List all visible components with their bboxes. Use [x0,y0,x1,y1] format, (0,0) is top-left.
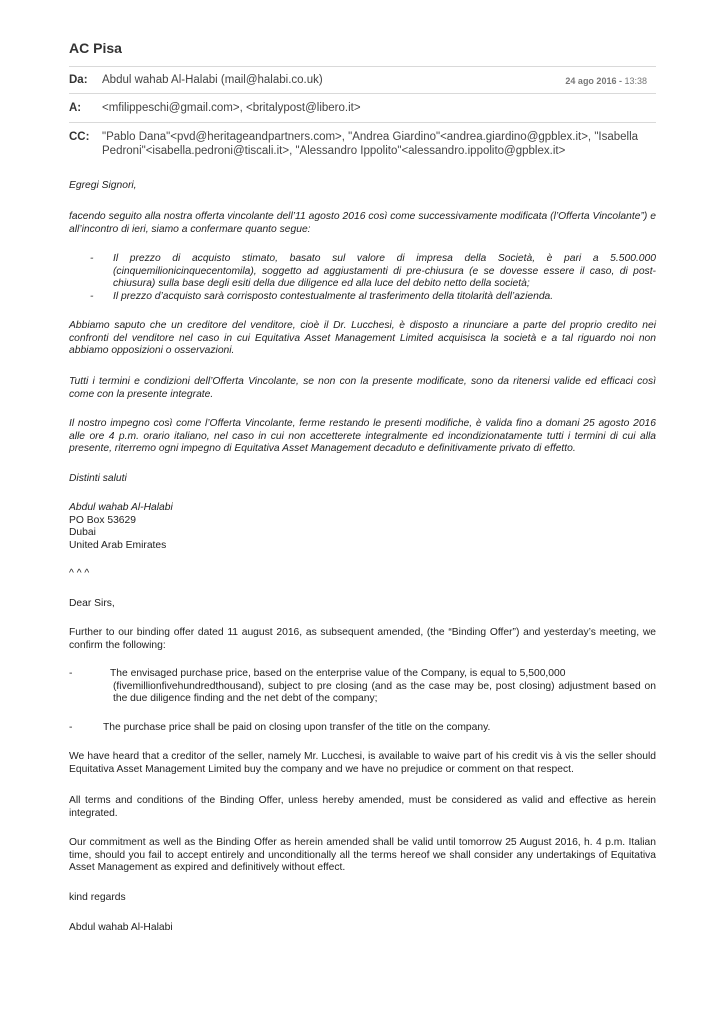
signature-city: Dubai [69,527,96,538]
english-intro: Further to our binding offer dated 11 august 2016, as subsequent amended, (the “Binding Offer”) and yesterday’s meeting, we confirm the following: [69,627,656,651]
bullet-dash: - [90,253,94,264]
to-row [69,93,656,122]
english-bullet-1 [69,668,656,706]
signature-name: Abdul wahab Al-Halabi [69,502,173,513]
bullet-text-first-line: The envisaged purchase price, based on the enterprise value of the Company, is equal to 5,500,000 [110,668,566,679]
english-signature-name: Abdul wahab Al-Halabi [69,922,173,933]
bullet-dash: - [69,668,73,679]
bullet-text: Il prezzo di acquisto stimato, basato sul valore di impresa della Società, è pari a 5.500.000 (cinquemilionicinquecentomila), soggetto ad aggiustamenti di pre-chiusura (e se dovesse essere il caso, di post-chiusura) sulla base degli esiti della due diligence ed alla luce del debito netto della società; [113,253,656,289]
email-subject: AC Pisa [69,40,122,56]
italian-greeting: Egregi Signori, [69,180,137,191]
bullet-text: Il prezzo d’acquisto sarà corrisposto contestualmente al trasferimento della titolarità dell’azienda. [113,290,554,302]
sent-date-day: 24 ago 2016 - [565,76,625,86]
from-label: Da: [69,74,88,86]
italian-bullet-list [69,253,656,303]
english-paragraph-creditor: We have heard that a creditor of the seller, namely Mr. Lucchesi, is available to waive part of his credit vis à vis the seller should Equitativa Asset Management Limited buy the company and we have no prejudice or comment on that respect. [69,751,656,775]
italian-paragraph-creditor: Abbiamo saputo che un creditore del venditore, cioè il Dr. Lucchesi, è disposto a rinunciare a parte del proprio credito nei confronti del venditore nel caso in cui Equitativa Asset Management Limited acquisisca la società e a tal riguardo noi non abbiamo opposizioni o osservazioni. [69,320,656,356]
from-value[interactable]: Abdul wahab Al-Halabi (mail@halabi.co.uk) [102,74,323,86]
bullet-dash: - [90,290,94,302]
italian-intro: facendo seguito alla nostra offerta vincolante dell’11 agosto 2016 così come successivamente modificata (l’Offerta Vincolante”) e all’incontro di ieri, siamo a confermare quanto segue: [69,211,656,235]
english-closing: kind regards [69,892,126,903]
italian-paragraph-commitment: Il nostro impegno così come l’Offerta Vincolante, ferme restando le presenti modifiche, è valida fino a domani 25 agosto 2016 alle ore 4 p.m. orario italiano, nel caso in cui non accetterete integralmente ed incondizionatamente tutti i termini di cui alla presente, riterremo ogni impegno di Equitativa Asset Management decaduto e definitivamente privato di effetto. [69,418,656,454]
signature-po-box: PO Box 53629 [69,514,136,526]
to-value[interactable]: <mfilippeschi@gmail.com>, <britalypost@libero.it> [102,102,361,114]
cc-row [69,122,656,163]
signature-country: United Arab Emirates [69,539,167,551]
english-paragraph-commitment: Our commitment as well as the Binding Offer as herein amended shall be valid until tomorrow 25 August 2016, h. 4 p.m. Italian time, should you fail to accept entirely and unconditionally all the terms hereof we shall consider any undertakings of Equitativa Asset Management as expired and definitively without effect. [69,837,656,873]
list-item [69,253,656,291]
cc-value[interactable]: "Pablo Dana"<pvd@heritageandpartners.com>, "Andrea Giardino"<andrea.giardino@gpblex.it>, "Isabella Pedroni"<isabella.pedroni@tiscali.it>, "Alessandro Ippolito"<alessandro.ippolito@gpblex.it> [102,131,639,157]
to-label: A: [69,102,82,114]
from-row [69,66,656,93]
cc-label: CC: [69,131,90,143]
english-paragraph-terms: All terms and conditions of the Binding Offer, unless hereby amended, must be considered as valid and effective as herein integrated. [69,795,656,819]
english-greeting: Dear Sirs, [69,598,115,609]
sent-time: 13:38 [624,76,647,86]
language-separator: ^ ^ ^ [69,568,90,579]
sent-date [565,74,647,88]
italian-paragraph-terms: Tutti i termini e condizioni dell’Offerta Vincolante, se non con la presente modificate, sono da ritenersi valide ed efficaci così come con la presente integrate. [69,376,656,400]
bullet-text-continuation: (fivemillionfivehundredthousand), subject to pre closing (and as the case may be, post closing) adjustment based on the due diligence finding and the net debt of the company; [113,680,656,704]
bullet-dash: - [69,722,73,733]
list-item [69,722,656,735]
list-item [69,291,656,304]
list-item [69,668,656,706]
italian-signature [69,502,656,552]
bullet-text: The purchase price shall be paid on closing upon transfer of the title on the company. [103,722,491,733]
english-bullet-2 [69,722,656,735]
italian-closing: Distinti saluti [69,473,127,484]
